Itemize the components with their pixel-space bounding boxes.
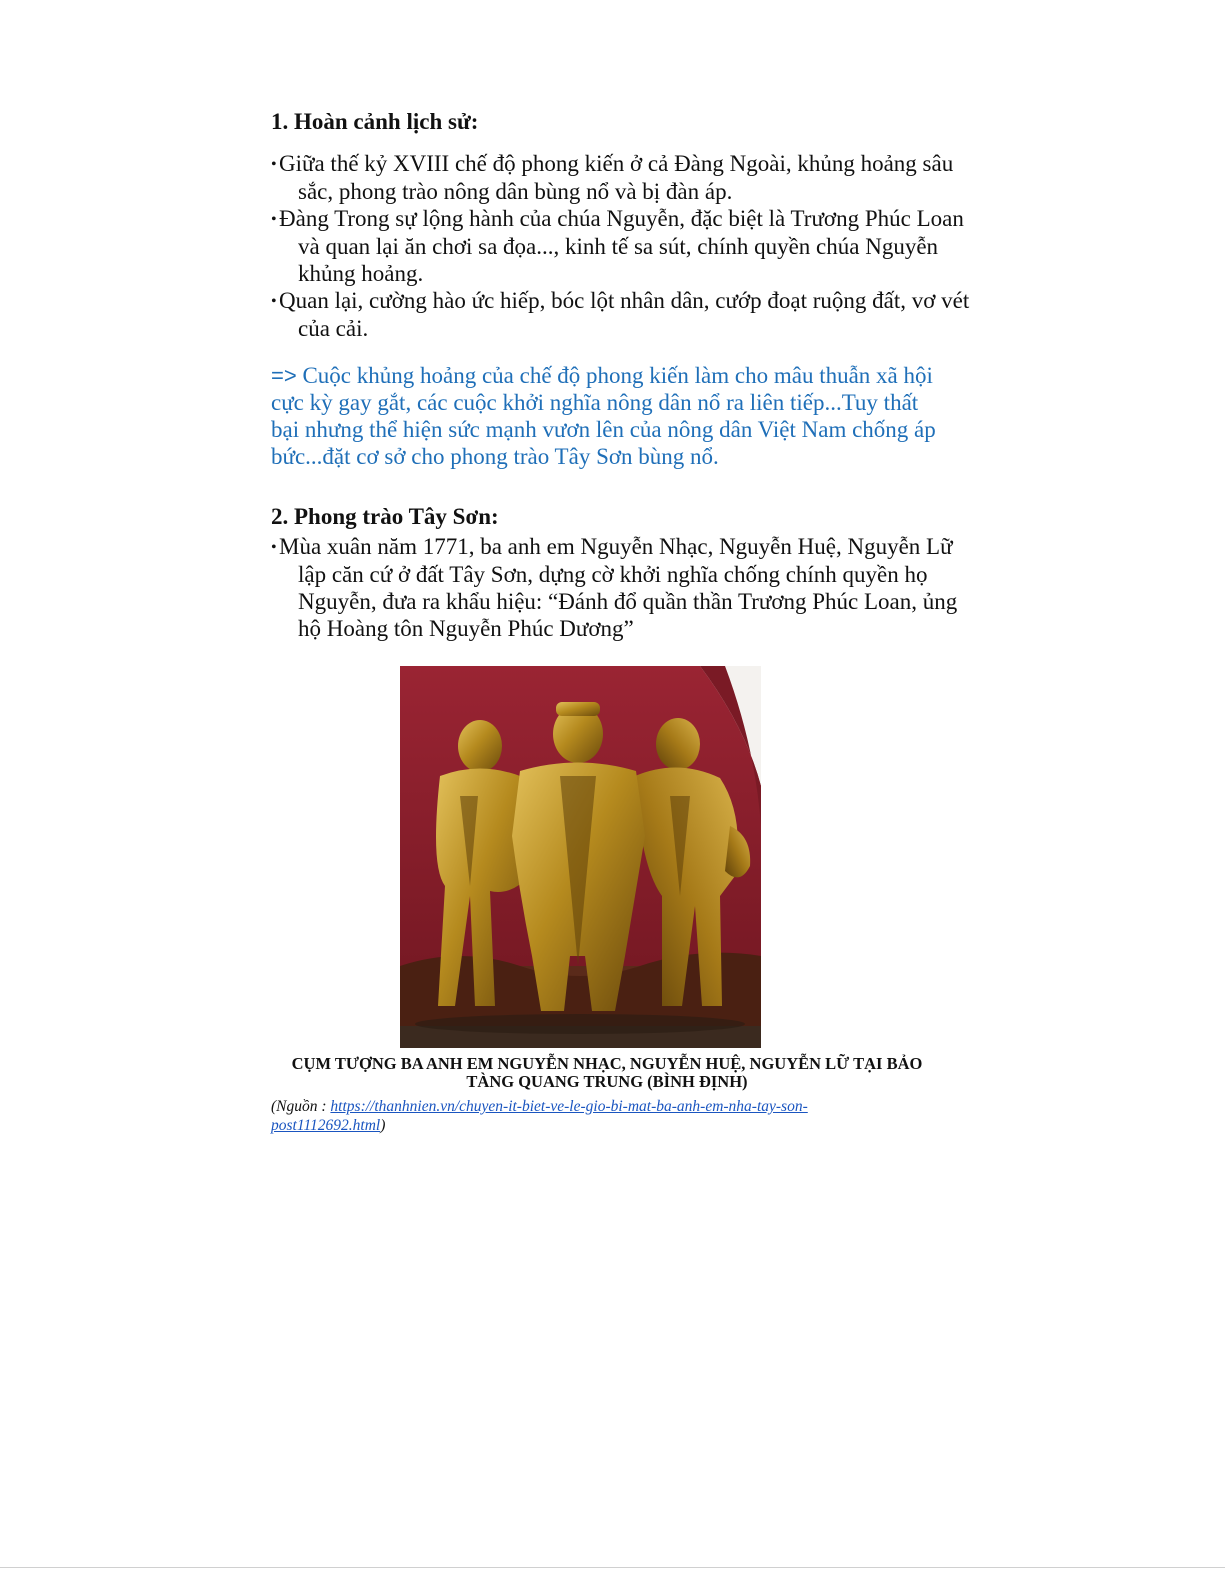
statue-illustration: [400, 666, 761, 1048]
page-bottom-divider: [0, 1567, 1225, 1568]
bullet-icon: •: [271, 211, 277, 228]
list-item: [271, 150, 971, 205]
document-body: [271, 108, 971, 642]
statue-photo: [400, 666, 761, 1048]
section-2-bullet-list: [271, 533, 971, 642]
arrow-icon: =>: [271, 363, 297, 388]
bullet-text: Giữa thế kỷ XVIII chế độ phong kiến ở cả Đàng Ngoài, khủng hoảng sâu sắc, phong trào nông dân bùng nổ và bị đàn áp.: [279, 151, 954, 204]
conclusion-paragraph: [271, 362, 951, 470]
source-suffix: ): [380, 1117, 386, 1134]
bullet-text: Quan lại, cường hào ức hiếp, bóc lột nhân dân, cướp đoạt ruộng đất, vơ vét của cải.: [279, 288, 970, 341]
list-item: [271, 533, 971, 642]
bullet-icon: •: [271, 156, 277, 173]
section-1-bullet-list: [271, 150, 971, 342]
bullet-text: Mùa xuân năm 1771, ba anh em Nguyễn Nhạc, Nguyễn Huệ, Nguyễn Lữ lập căn cứ ở đất Tây Sơn, dựng cờ khởi nghĩa chống chính quyền họ Nguyễn, đưa ra khẩu hiệu: “Đánh đổ quần thần Trương Phúc Loan, ủng hộ Hoàng tôn Nguyễn Phúc Dương”: [279, 534, 958, 641]
section-2-heading: 2. Phong trào Tây Sơn:: [271, 504, 499, 529]
bullet-icon: •: [271, 293, 277, 310]
bullet-icon: •: [271, 539, 277, 556]
conclusion-text: Cuộc khủng hoảng của chế độ phong kiến làm cho mâu thuẫn xã hội cực kỳ gay gắt, các cuộc khởi nghĩa nông dân nổ ra liên tiếp...Tuy thất bại nhưng thể hiện sức mạnh vươn lên của nông dân Việt Nam chống áp bức...đặt cơ sở cho phong trào Tây Sơn bùng nổ.: [271, 363, 936, 469]
figure-caption: CỤM TƯỢNG BA ANH EM NGUYỄN NHẠC, NGUYỄN HUỆ, NGUYỄN LỮ TẠI BẢO TÀNG QUANG TRUNG (BÌNH ĐỊNH): [291, 1054, 923, 1091]
bullet-text: Đàng Trong sự lộng hành của chúa Nguyễn, đặc biệt là Trương Phúc Loan và quan lại ăn chơi sa đọa..., kinh tế sa sút, chính quyền chúa Nguyễn khủng hoảng.: [279, 206, 964, 286]
source-link[interactable]: https://thanhnien.vn/chuyen-it-biet-ve-le-gio-bi-mat-ba-anh-em-nha-tay-son-post1112692.html: [271, 1098, 808, 1134]
list-item: [271, 287, 971, 342]
list-item: [271, 205, 971, 287]
section-1-heading: 1. Hoàn cảnh lịch sử:: [271, 109, 479, 134]
figure-source: [271, 1097, 871, 1135]
source-prefix: (Nguồn :: [271, 1098, 331, 1115]
